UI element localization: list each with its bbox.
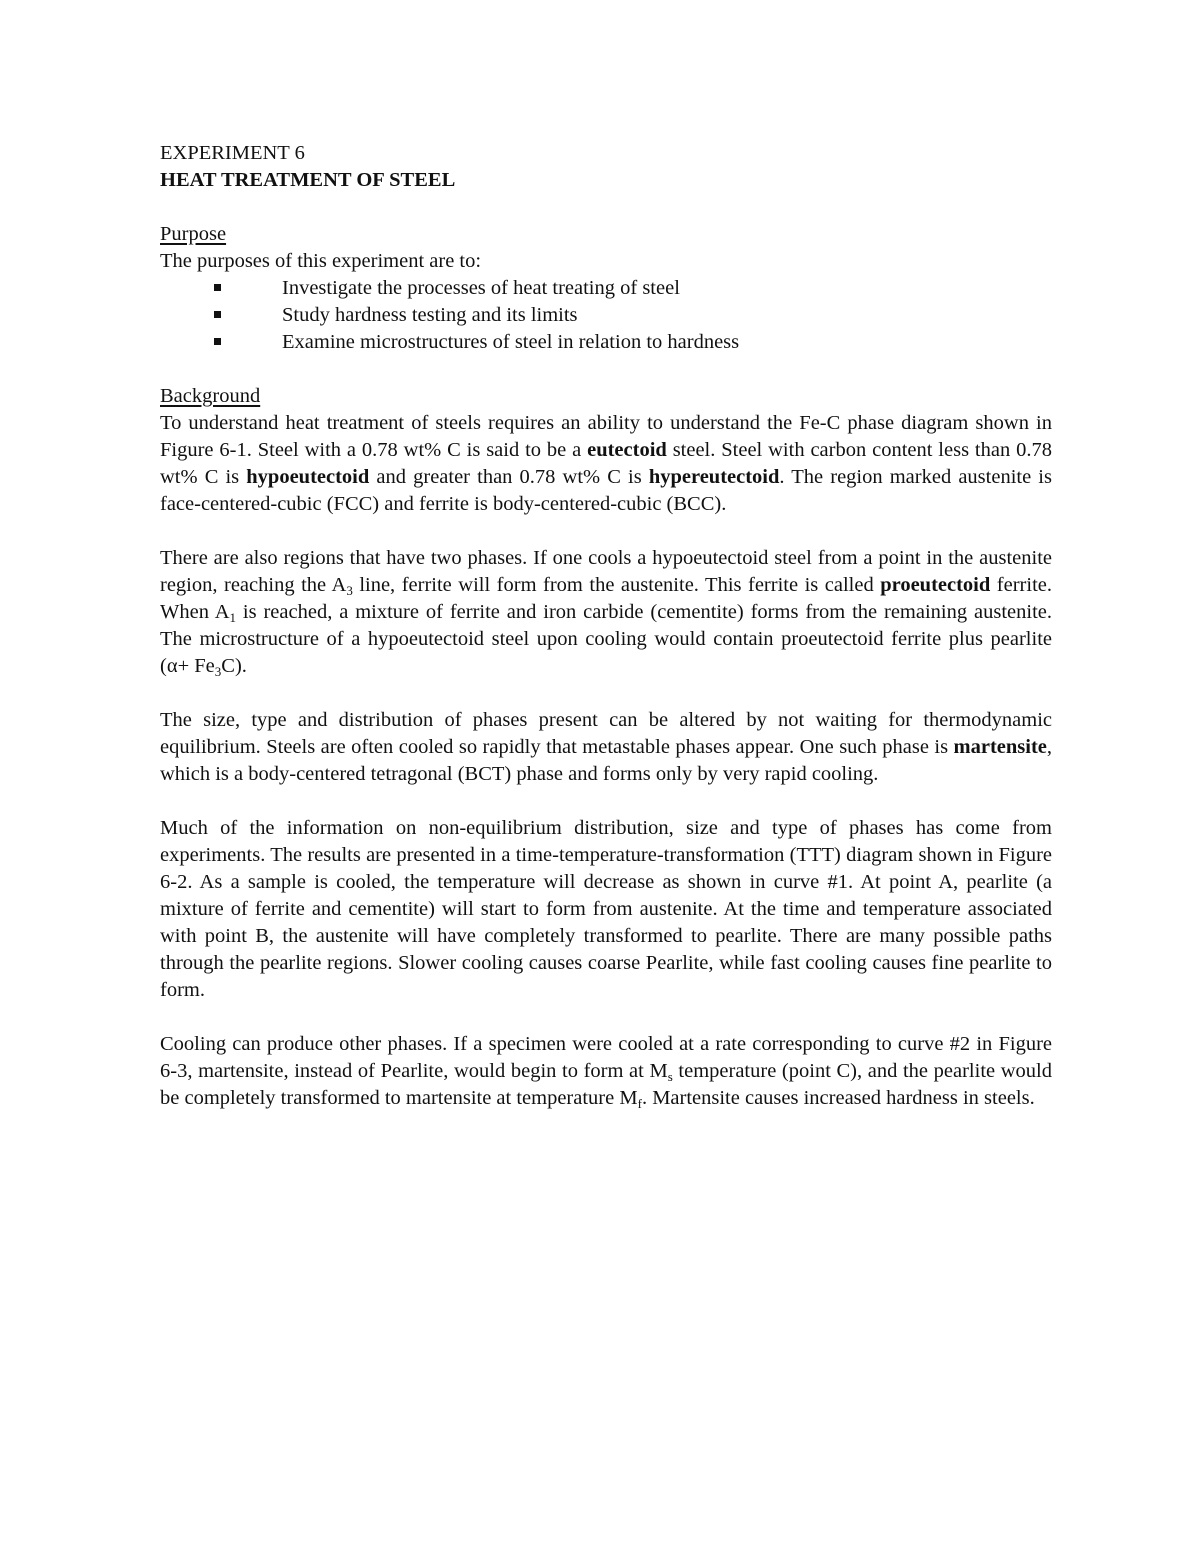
subscript-a3: 3 [346, 583, 353, 598]
p1-text-3: and greater than 0.78 wt% C is [369, 466, 649, 488]
subscript-mf: f [637, 1096, 642, 1111]
p5-text-2: temperature (point C), and the pearlite would be completely transformed to martensite at temperature M [160, 1060, 1052, 1109]
p5-text-3: . Martensite causes increased hardness in steels. [641, 1087, 1035, 1109]
p2-text-3: ferrite. When A [160, 574, 1052, 623]
document-title: HEAT TREATMENT OF STEEL [160, 169, 456, 191]
p2-text-5: C). [221, 655, 247, 677]
subscript-fe3: 3 [214, 664, 222, 679]
p3-text-1: The size, type and distribution of phases present can be altered by not waiting for thermodynamic equilibrium. Steels are often cooled so rapidly that metastable phases appear. One such phase is [160, 709, 1052, 758]
purpose-heading: Purpose [160, 223, 227, 245]
subscript-a1: 1 [229, 610, 237, 625]
square-bullet-icon [214, 284, 221, 291]
background-paragraph-3 [160, 707, 1052, 788]
p3-text-2: , which is a body-centered tetragonal (BCT) phase and forms only by very rapid cooling. [160, 736, 1052, 785]
purpose-list-item [160, 329, 1052, 356]
p2-text-4: is reached, a mixture of ferrite and iron carbide (cementite) forms from the remaining austenite. The microstructure of a hypoeutectoid steel upon cooling would contain proeutectoid ferrite plus pearlite (α+ Fe [160, 601, 1052, 677]
background-heading: Background [160, 385, 261, 407]
background-paragraph-1 [160, 410, 1052, 518]
term-hypereutectoid: hypereutectoid [648, 466, 780, 488]
background-paragraph-5 [160, 1031, 1052, 1112]
purpose-intro: The purposes of this experiment are to: [160, 250, 482, 272]
p5-text-1: Cooling can produce other phases. If a specimen were cooled at a rate corresponding to curve #2 in Figure 6-3, martensite, instead of Pearlite, would begin to form at M [160, 1033, 1052, 1082]
square-bullet-icon [214, 311, 221, 318]
p2-text-2: line, ferrite will form from the austenite. This ferrite is called [352, 574, 881, 596]
subscript-ms: s [667, 1069, 673, 1084]
p2-text-1: There are also regions that have two phases. If one cools a hypoeutectoid steel from a point in the austenite region, reaching the A [160, 547, 1052, 596]
background-paragraph-4: Much of the information on non-equilibrium distribution, size and type of phases has come from experiments. The results are presented in a time-temperature-transformation (TTT) diagram shown in Figure 6-2. As a sample is cooled, the temperature will decrease as shown in curve #1. At point A, pearlite (a mixture of ferrite and cementite) will start to form from austenite. At the time and temperature associated with point B, the austenite will have completely transformed to pearlite. There are many possible paths through the pearlite regions. Slower cooling causes coarse Pearlite, while fast cooling causes fine pearlite to form. [160, 817, 1052, 1001]
background-paragraph-2 [160, 545, 1052, 680]
term-eutectoid: eutectoid [587, 439, 667, 461]
p1-text-1: To understand heat treatment of steels requires an ability to understand the Fe-C phase diagram shown in Figure 6-1. Steel with a 0.78 wt% C is said to be a [160, 412, 1052, 461]
purpose-item-text: Study hardness testing and its limits [282, 304, 578, 326]
square-bullet-icon [214, 338, 221, 345]
purpose-list-item [160, 275, 1052, 302]
purpose-item-text: Examine microstructures of steel in relation to hardness [282, 331, 740, 353]
p1-text-2: steel. Steel with carbon content less than 0.78 wt% C is [160, 439, 1052, 488]
term-martensite: martensite [953, 736, 1047, 758]
term-hypoeutectoid: hypoeutectoid [246, 466, 370, 488]
purpose-item-text: Investigate the processes of heat treating of steel [282, 277, 680, 299]
experiment-number: EXPERIMENT 6 [160, 142, 305, 164]
term-proeutectoid: proeutectoid [880, 574, 991, 596]
purpose-list-item [160, 302, 1052, 329]
p1-text-4: . The region marked austenite is face-centered-cubic (FCC) and ferrite is body-centered-cubic (BCC). [160, 466, 1052, 515]
document-page [160, 140, 1052, 1112]
